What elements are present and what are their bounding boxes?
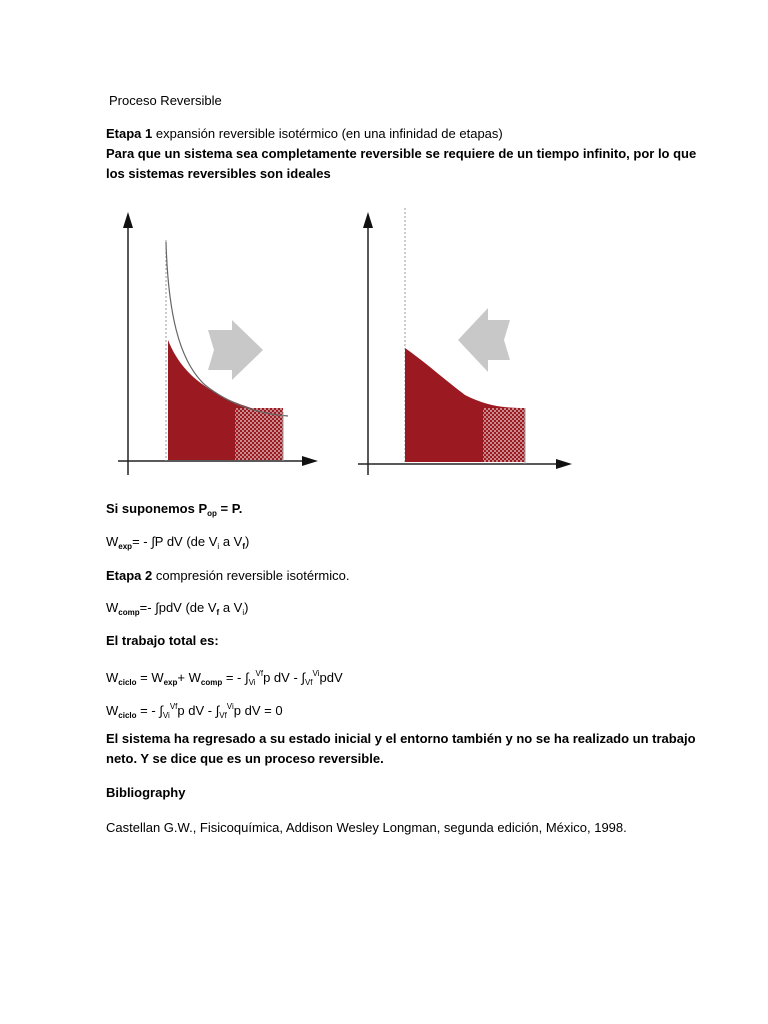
para1-line1: Para que un sistema sea completamente reversible se requiere de un tiempo infinito, por lo que — [106, 146, 697, 161]
page-title: Proceso Reversible — [109, 93, 222, 108]
conclusion-line1: El sistema ha regresado a su estado inicial y el entorno también y no se ha realizado un trabajo — [106, 731, 696, 746]
cycle-equation-2: $W_{ciclo}$ = - $\int_{Vi}^{Vf}p$ dV - $\int_{Vf}^{Vi}p$ dV = 0 — [106, 702, 283, 720]
stage2-line — [106, 568, 349, 584]
x-axis-arrowhead — [302, 456, 318, 466]
stage2-text: compresión reversible isotérmico. — [152, 568, 350, 583]
bibliography-heading: Bibliography — [106, 785, 186, 800]
stage1-text: expansión reversible isotérmico (en una infinidad de etapas) — [155, 126, 503, 141]
stage1-line — [106, 126, 503, 142]
wcomp-equation: $W_{comp}=-$ ∫pdV (de $V_f$ a $V_i$) — [106, 600, 249, 617]
work-area-hatched — [483, 408, 525, 462]
compression-diagram — [350, 200, 580, 480]
conclusion-line2: neto. Y se dice que es un proceso reversible. — [106, 751, 384, 766]
para1-line2: los sistemas reversibles son ideales — [106, 166, 331, 181]
right-arrow-icon — [208, 320, 263, 380]
cycle-equation-1: $W_{ciclo} = W_{exp}+ W_{comp}$ = - $\int_{Vi}^{Vf}p$ dV - $\int_{Vf}^{Vi}pdV$ — [106, 669, 343, 687]
y-axis-arrowhead — [123, 212, 133, 228]
left-arrow-icon — [458, 308, 510, 372]
wexp-equation: $W_{exp}= - \int P$ dV (de $V_i$ a $V_f$) — [106, 534, 250, 551]
total-work-heading: El trabajo total es: — [106, 633, 219, 648]
work-area-hatched — [235, 408, 283, 460]
bibliography-entry: Castellan G.W., Fisicoquímica, Addison Wesley Longman, segunda edición, México, 1998. — [106, 820, 627, 835]
y-axis-arrowhead — [363, 212, 373, 228]
x-axis-arrowhead — [556, 459, 572, 469]
stage2-label: Etapa 2 — [106, 568, 153, 583]
stage1-label: Etapa 1 — [106, 126, 153, 141]
assumption-line: Si suponemos $P_{op} = P$. — [106, 501, 243, 518]
expansion-diagram — [110, 200, 330, 480]
